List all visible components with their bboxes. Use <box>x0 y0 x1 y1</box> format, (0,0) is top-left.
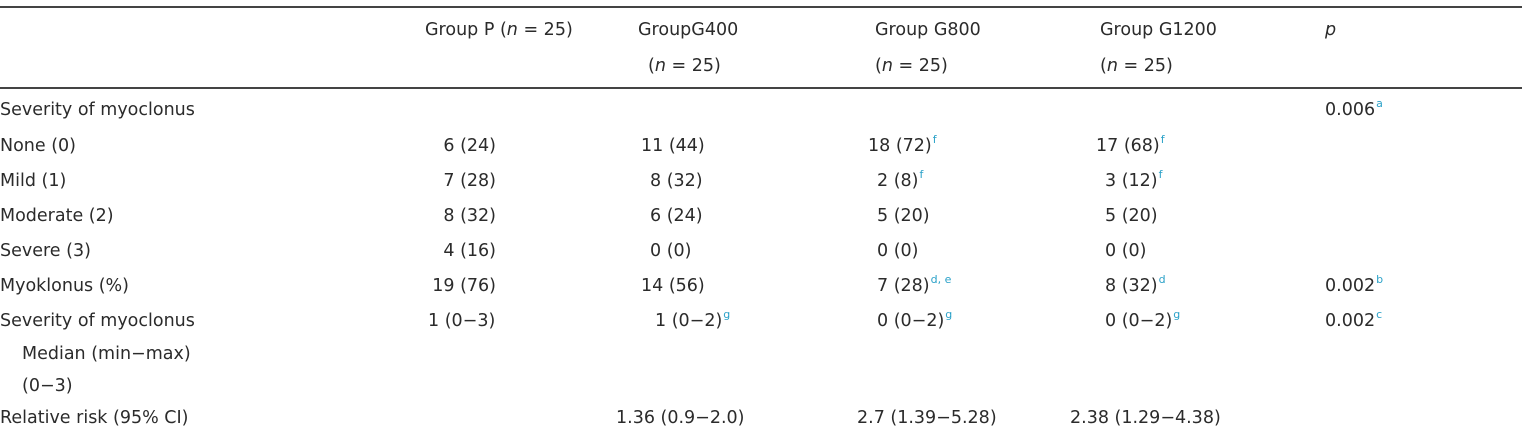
group-g1200-cell: 8 $(32)^d$ <box>1105 273 1166 296</box>
group-g1200-cell: 0 (0) <box>1105 241 1147 261</box>
row-label: Myoklonus (%) <box>0 276 130 296</box>
group-p-cell: 19 (76) <box>432 276 496 296</box>
row-sublabel: Median (min−max) <box>22 344 191 364</box>
group-g400-cell: 8 (32) <box>650 171 703 191</box>
group-g1200-cell: 0 $(0-2)^g$ <box>1105 308 1181 331</box>
row-label: Mild (1) <box>0 171 67 191</box>
group-g400-cell: 11 (44) <box>641 136 705 156</box>
group-g1200-cell: 17 $(68)^f$ <box>1096 133 1165 156</box>
group-g800-cell: 18 $(72)^f$ <box>868 133 937 156</box>
header-group-g1200-n: (n = 25) <box>1100 56 1173 76</box>
header-group-g1200: Group G1200 <box>1100 20 1217 40</box>
row-label: Severity of myoclonus <box>0 311 195 331</box>
group-g400-cell: 0 (0) <box>650 241 692 261</box>
group-g1200-cell: 5 (20) <box>1105 206 1158 226</box>
header-p-value: p <box>1325 20 1337 40</box>
header-group-p: Group P (n = 25) <box>425 20 573 40</box>
row-label: Relative risk (95% CI) <box>0 408 189 428</box>
group-g1200-cell: 2.38 (1.29−4.38) <box>1070 408 1221 428</box>
header-group-g800: Group G800 <box>875 20 981 40</box>
group-g1200-cell: 3 $(12)^f$ <box>1105 168 1163 191</box>
row-label: Severity of myoclonus <box>0 100 195 120</box>
group-g800-cell: 2 $(8)^f$ <box>877 168 924 191</box>
table-top-rule <box>0 6 1522 8</box>
group-g800-cell: 0 $(0-2)^g$ <box>877 308 953 331</box>
row-label: None (0) <box>0 136 77 156</box>
group-p-cell: 6 (24) <box>443 136 496 156</box>
p-value-cell: 0.002$^c$ <box>1325 308 1383 331</box>
group-g800-cell: 0 (0) <box>877 241 919 261</box>
group-g800-cell: 5 (20) <box>877 206 930 226</box>
header-group-g400: GroupG400 <box>638 20 739 40</box>
p-value-cell: 0.002$^b$ <box>1325 273 1384 296</box>
row-sublabel: (0−3) <box>22 376 73 396</box>
table-header-rule <box>0 87 1522 89</box>
p-value-cell: 0.006$^a$ <box>1325 97 1383 120</box>
group-g800-cell: 7 $(28)^{d, e}$ <box>877 273 952 296</box>
group-g400-cell: 14 (56) <box>641 276 705 296</box>
row-label: Severe (3) <box>0 241 91 261</box>
header-group-g400-n: (n = 25) <box>648 56 721 76</box>
group-p-cell: 7 (28) <box>443 171 496 191</box>
group-g800-cell: 2.7 (1.39−5.28) <box>857 408 997 428</box>
group-g400-cell: 1 $(0-2)^g$ <box>655 308 731 331</box>
group-g400-cell: 6 (24) <box>650 206 703 226</box>
group-p-cell: 4 (16) <box>443 241 496 261</box>
group-p-cell: 1 (0−3) <box>428 311 496 331</box>
group-g400-cell: 1.36 (0.9−2.0) <box>616 408 745 428</box>
group-p-cell: 8 (32) <box>443 206 496 226</box>
row-label: Moderate (2) <box>0 206 114 226</box>
header-group-g800-n: (n = 25) <box>875 56 948 76</box>
